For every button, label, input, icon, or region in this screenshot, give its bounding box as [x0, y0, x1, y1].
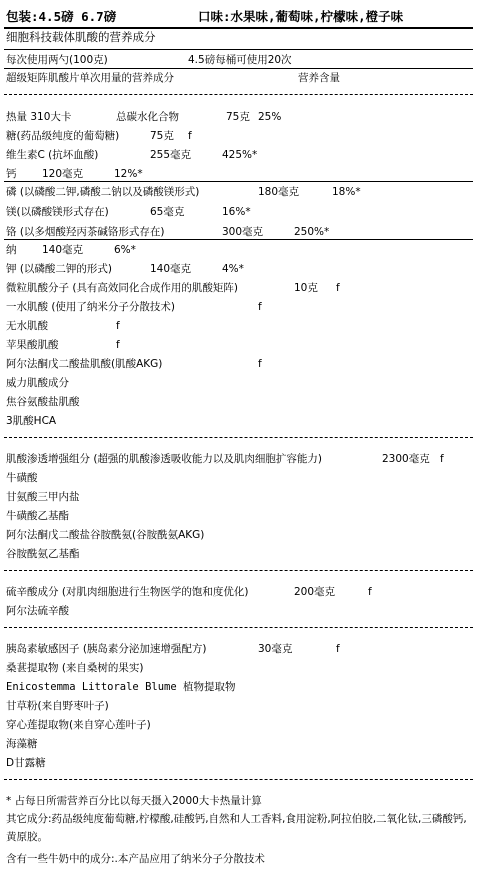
section-divider: [4, 627, 473, 628]
section-title: 肌酸渗透增强组分 (超强的肌酸渗透吸收能力以及肌肉细胞扩容能力): [6, 453, 323, 465]
ingredient-row: 桑葚提取物 (来自桑树的果实): [6, 662, 144, 674]
ingredient-mark: f: [116, 339, 120, 351]
ingredient-name: 一水肌酸 (使用了纳米分子分散技术): [6, 301, 176, 313]
ingredient-name: 苹果酸肌酸: [6, 339, 59, 351]
nutrient-amount: 140毫克: [150, 263, 192, 275]
section-heading-row: [6, 585, 473, 599]
serving-divider: [4, 68, 473, 69]
nutrient-percent: 425%*: [222, 149, 258, 161]
ingredient-row: Enicostemma Littorale Blume 植物提取物: [6, 681, 236, 693]
package-size: 包装:4.5磅 6.7磅: [6, 9, 117, 24]
ingredient-row: 阿尔法酮戊二酸盐谷胺酰氨(谷胺酰氨AKG): [6, 529, 205, 541]
daily-value-note: * 占每日所需营养百分比以每天摄入2000大卡热量计算: [6, 795, 262, 807]
ingredient-row: 威力肌酸成分: [6, 377, 69, 389]
nutrient-amount: 300毫克: [222, 226, 264, 238]
ingredient-row: 穿心莲提取物(来自穿心莲叶子): [6, 719, 151, 731]
package-header: [6, 10, 473, 24]
ingredient-row: 谷胺酰氨乙基酯: [6, 548, 80, 560]
section-divider: [4, 94, 473, 95]
ingredient-row: [6, 357, 473, 371]
nutrient-percent: 6%*: [114, 244, 136, 256]
section-divider: [4, 570, 473, 571]
milk-notice: 含有一些牛奶中的成分:.本产品应用了纳米分子分散技术: [6, 853, 265, 865]
nutrient-name: 钾 (以磷酸二钾的形式): [6, 263, 113, 275]
ingredient-row: [6, 281, 473, 295]
ingredient-name: 微粒肌酸分子 (具有高效同化合成作用的肌酸矩阵): [6, 282, 239, 294]
serving-size: 每次使用两勺(100克): [6, 54, 108, 66]
nutrient-amount: 180毫克: [258, 186, 300, 198]
nutrient-row: [6, 243, 473, 257]
nutrient-percent: 12%*: [114, 168, 143, 180]
page-title: 细胞科技载体肌酸的营养成分: [6, 30, 156, 44]
nutrient-row: [6, 185, 473, 199]
nutrient-amount: 75克: [150, 130, 174, 142]
ingredient-mark: f: [258, 301, 262, 313]
section-mark: f: [336, 643, 340, 655]
ingredient-row: 甘氨酸三甲内盐: [6, 491, 80, 503]
section-mark: f: [368, 586, 372, 598]
section-mark: f: [440, 453, 444, 465]
nutrient-mark: f: [188, 130, 192, 142]
ingredient-name: 阿尔法酮戊二酸盐肌酸(肌酸AKG): [6, 358, 163, 370]
ingredient-amount: 10克: [294, 282, 318, 294]
ingredient-row: 甘草粉(来自野枣叶子): [6, 700, 109, 712]
ingredient-row: [6, 319, 473, 333]
section-title: 硫辛酸成分 (对肌肉细胞进行生物医学的饱和度优化): [6, 586, 249, 598]
section-divider: [4, 779, 473, 780]
ingredient-row: 海藻糖: [6, 738, 38, 750]
nutrient-percent: 250%*: [294, 226, 330, 238]
ingredient-row: D甘露糖: [6, 757, 46, 769]
table-header: [6, 71, 473, 85]
ingredient-row: 牛磺酸: [6, 472, 38, 484]
nutrient-percent: 16%*: [222, 206, 251, 218]
ingredient-name: 无水肌酸: [6, 320, 48, 332]
nutrient-row: [6, 205, 473, 219]
nutrient-percent: 4%*: [222, 263, 244, 275]
nutrient-name: 磷 (以磷酸二钾,磷酸二钠以及磷酸镁形式): [6, 186, 200, 198]
nutrient-name: 镁(以磷酸镁形式存在): [6, 206, 109, 218]
nutrient-amount: 65毫克: [150, 206, 185, 218]
nutrient-row: [6, 262, 473, 276]
nutrient-percent: 18%*: [332, 186, 361, 198]
section-heading-row: [6, 642, 473, 656]
section-divider: [4, 437, 473, 438]
other-ingredients: 其它成分:药品级纯度葡萄糖,柠檬酸,硅酸钙,自然和人工香料,食用淀粉,阿拉伯胶,二氧化钛,三磷酸钙,黄原胶。: [6, 813, 467, 843]
nutrient-row: [6, 129, 473, 143]
ingredient-row: [6, 338, 473, 352]
nutrient-amount: 140毫克: [42, 244, 84, 256]
nutrient-name: 热量 310大卡: [6, 111, 72, 123]
section-heading-row: [6, 452, 473, 466]
nutrient-name: 钙: [6, 168, 17, 180]
nutrient-row: [6, 148, 473, 162]
ingredient-row: [6, 300, 473, 314]
section-amount: 2300毫克: [382, 453, 430, 465]
ingredient-row: 牛磺酸乙基酯: [6, 510, 69, 522]
ingredient-row: 阿尔法硫辛酸: [6, 605, 69, 617]
ingredient-row: 焦谷氨酸盐肌酸: [6, 396, 80, 408]
section-amount: 30毫克: [258, 643, 293, 655]
ingredient-mark: f: [336, 282, 340, 294]
nutrient-name: 总碳水化合物: [116, 111, 179, 123]
title-divider: [4, 49, 473, 50]
nutrient-row: [6, 167, 473, 181]
ingredient-mark: f: [116, 320, 120, 332]
servings-per-container: 4.5磅每桶可使用20次: [188, 54, 292, 66]
nutrient-name: 维生素C (抗坏血酸): [6, 149, 99, 161]
table-header-right: 营养含量: [298, 72, 340, 84]
nutrient-amount: 75克: [226, 111, 250, 123]
serving-row: [6, 53, 473, 67]
row-divider: [4, 239, 473, 240]
nutrient-row: [6, 110, 473, 124]
nutrient-name: 铬 (以多烟酸羟丙茶碱铬形式存在): [6, 226, 165, 238]
nutrient-amount: 120毫克: [42, 168, 84, 180]
table-header-left: 超级矩阵肌酸片单次用量的营养成分: [6, 72, 174, 84]
ingredient-row: 3肌酸HCA: [6, 415, 57, 427]
nutrient-amount: 255毫克: [150, 149, 192, 161]
nutrient-percent: 25%: [258, 111, 282, 123]
ingredient-mark: f: [258, 358, 262, 370]
nutrient-name: 纳: [6, 244, 17, 256]
row-divider: [4, 181, 473, 182]
header-divider: [4, 27, 473, 29]
nutrient-name: 糖(药品级纯度的葡萄糖): [6, 130, 120, 142]
section-amount: 200毫克: [294, 586, 336, 598]
section-title: 胰岛素敏感因子 (胰岛素分泌加速增强配方): [6, 643, 207, 655]
nutrient-row: [6, 225, 473, 239]
flavor-list: 口味:水果味,葡萄味,柠檬味,橙子味: [198, 9, 404, 24]
